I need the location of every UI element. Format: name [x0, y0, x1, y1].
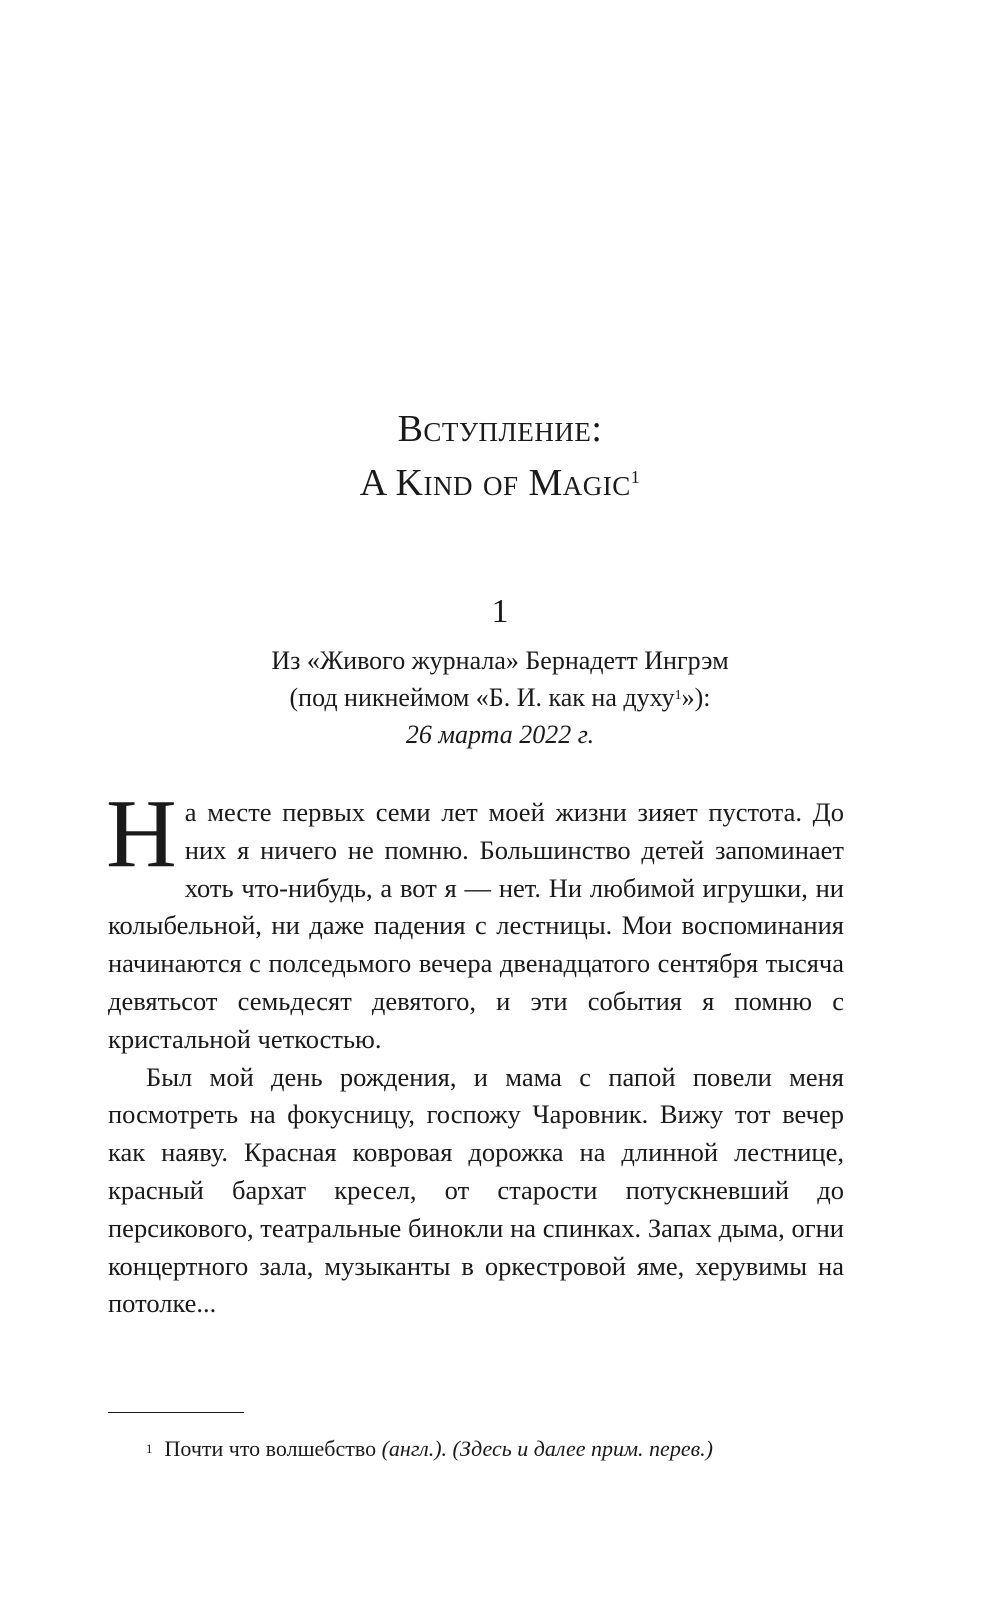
paragraph-1-text: а месте первых семи лет моей жизни зияет пустота. До них я ничего не помню. Большинство детей запоминает хоть что-нибудь, а вот я — нет. Ни любимой игрушки, ни колыбельной, ни даже падения с лестницы. Мои воспоминания начинаются с полседьмого вечера двенадцатого сентября тысяча девятьсот семьдесят девятого, и эти события я помню с кристальной четкостью. — [108, 797, 844, 1054]
footnote-divider — [108, 1412, 244, 1413]
chapter-title-line1: Вступление: — [397, 408, 603, 450]
epigraph — [0, 642, 1000, 753]
epigraph-date: 26 марта 2022 г. — [405, 720, 595, 749]
epigraph-source: Из «Живого журнала» Бернадетт Ингрэм — [271, 646, 729, 675]
paragraph-2: Был мой день рождения, и мама с папой повели меня посмотреть на фокусницу, госпожу Чаровник. Вижу тот вечер как наяву. Красная ковровая дорожка на длинной лестнице, красный бархат кресел, от старости потускневший до персикового, театральные бинокли на спинках. Запах дыма, огни концертного зала, музыканты в оркестровой яме, херувимы на потолке... — [108, 1061, 844, 1319]
footnote-text: Почти что волшебство — [164, 1436, 382, 1461]
drop-cap: Н — [106, 780, 177, 888]
chapter-title — [0, 402, 1000, 510]
section-number: 1 — [491, 593, 509, 630]
chapter-footnote-mark: 1 — [630, 467, 641, 487]
paragraph-1 — [106, 780, 844, 1059]
epigraph-footnote-mark: 1 — [674, 688, 682, 703]
chapter-title-text: A Kind of Magic — [359, 462, 631, 504]
body-text — [106, 780, 844, 1323]
footnote-mark: 1 — [146, 1441, 153, 1456]
epigraph-nickname: (под никнеймом «Б. И. как на духу$^1$»): — [289, 683, 711, 712]
footnote — [146, 1434, 713, 1464]
footnote-italic-text: (англ.). (Здесь и далее прим. перев.) — [381, 1436, 713, 1461]
chapter-title-line2 — [0, 456, 1000, 510]
